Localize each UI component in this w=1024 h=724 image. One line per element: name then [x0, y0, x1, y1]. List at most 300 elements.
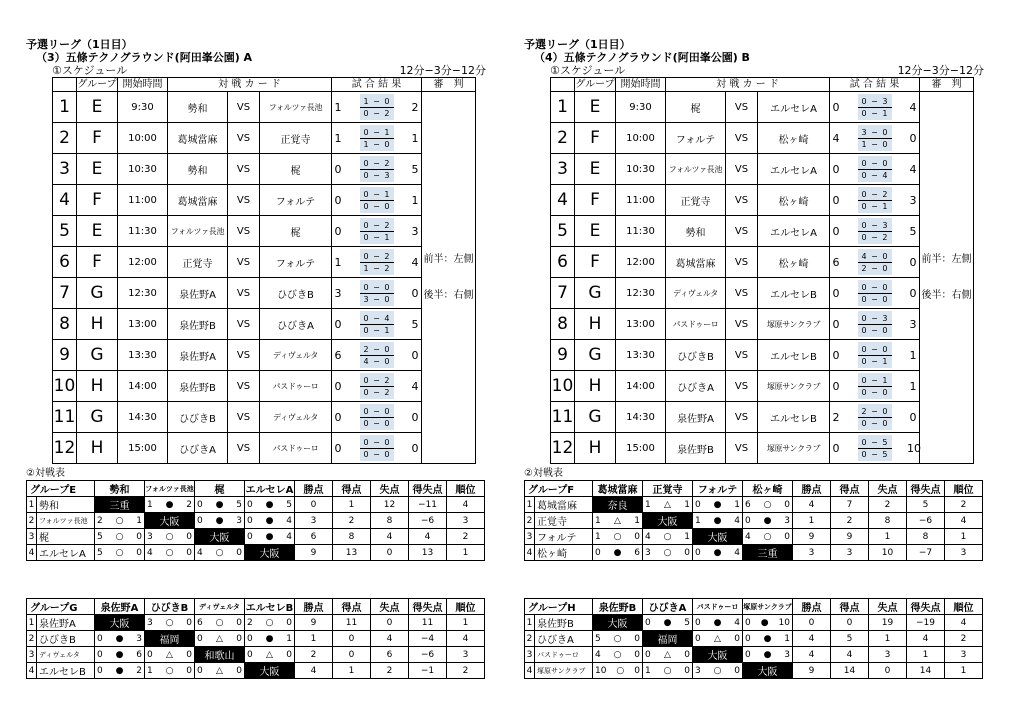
- goals-against: 0: [734, 633, 740, 644]
- opponent-header: エルセレB: [245, 599, 295, 615]
- away-team: エルセレA: [758, 154, 830, 185]
- match-group: G: [575, 402, 616, 433]
- home-total-score: 2: [832, 410, 840, 424]
- home-team: 泉佐野A: [168, 278, 228, 309]
- result-mark: ○: [663, 665, 672, 676]
- standings-row: [27, 615, 485, 631]
- home-half-score: 0: [861, 189, 867, 199]
- away-total-score: 0: [909, 255, 917, 269]
- stat-value: 2: [945, 631, 983, 647]
- stat-header: 順位: [447, 481, 485, 497]
- stat-value: 13: [409, 545, 447, 561]
- second-half-score: [858, 139, 892, 150]
- stat-value: 1: [907, 647, 945, 663]
- goals-against: 6: [136, 649, 142, 660]
- match-group: E: [77, 154, 118, 185]
- away-half-score: 0: [882, 418, 888, 428]
- match-time: 9:30: [118, 92, 168, 123]
- result-mark: ○: [115, 531, 124, 542]
- goals-against: 3: [236, 515, 242, 526]
- match-group: F: [575, 185, 616, 216]
- stat-value: 4: [831, 647, 869, 663]
- head-to-head-cell: [593, 663, 643, 679]
- vs-label: VS: [228, 309, 260, 340]
- stat-value: 19: [869, 615, 907, 631]
- head-to-head-cell: [743, 647, 793, 663]
- match-group: F: [77, 185, 118, 216]
- home-team: 葛城當麻: [168, 123, 228, 154]
- row-number: 2: [525, 513, 535, 529]
- away-half-score: 1: [384, 127, 390, 137]
- away-half-score: 2: [384, 158, 390, 168]
- result-mark: ○: [215, 617, 224, 628]
- home-half-score: 0: [363, 449, 369, 459]
- stat-header: 勝点: [793, 481, 831, 497]
- goals-against: 0: [136, 547, 142, 558]
- half-scores: [858, 404, 892, 430]
- half-scores: [858, 156, 892, 182]
- first-half-score: [858, 127, 892, 139]
- stat-value: 4: [447, 497, 485, 513]
- goals-against: 0: [784, 499, 790, 510]
- opponent-header: 葛城當麻: [593, 481, 643, 497]
- goals-for: 0: [595, 547, 601, 558]
- away-total-score: 0: [411, 410, 419, 424]
- dash: −: [373, 158, 380, 168]
- match-group: F: [77, 123, 118, 154]
- match-number: 4: [551, 185, 575, 216]
- match-group: H: [575, 433, 616, 464]
- stat-value: 2: [869, 497, 907, 513]
- dash: −: [373, 418, 380, 428]
- match-time: 13:30: [616, 340, 666, 371]
- opponent-header: フォルテ: [693, 481, 743, 497]
- goals-against: 1: [286, 633, 292, 644]
- first-half-score: [858, 437, 892, 449]
- home-half-score: 0: [861, 418, 867, 428]
- vs-label: VS: [726, 278, 758, 309]
- home-total-score: 0: [832, 162, 840, 176]
- self-match-cell: 奈良: [593, 497, 643, 513]
- dash: −: [373, 170, 380, 180]
- home-total-score: 0: [832, 379, 840, 393]
- goals-for: 0: [645, 649, 651, 660]
- head-to-head-cell: [145, 663, 195, 679]
- opponent-header: 松ヶ崎: [743, 481, 793, 497]
- away-half-score: 1: [882, 108, 888, 118]
- stat-value: 2: [447, 529, 485, 545]
- match-result: [830, 185, 920, 216]
- goals-for: 0: [147, 649, 153, 660]
- away-half-score: 0: [882, 344, 888, 354]
- first-half-score: [360, 189, 394, 201]
- dash: −: [871, 356, 878, 366]
- dash: −: [373, 96, 380, 106]
- goals-against: 0: [784, 531, 790, 542]
- second-half-score: [360, 108, 394, 119]
- dash: −: [871, 96, 878, 106]
- home-team: 勢和: [666, 216, 726, 247]
- result-mark: ●: [215, 499, 224, 510]
- home-total-score: 3: [334, 286, 342, 300]
- result-mark: ●: [713, 499, 722, 510]
- goals-against: 0: [634, 531, 640, 542]
- half-scores: [858, 373, 892, 399]
- match-result: [830, 123, 920, 154]
- match-time: 14:00: [616, 371, 666, 402]
- home-half-score: 0: [363, 127, 369, 137]
- away-total-score: 2: [411, 100, 419, 114]
- head-to-head-cell: [245, 615, 295, 631]
- stat-value: 9: [295, 615, 333, 631]
- match-number: 7: [551, 278, 575, 309]
- half-scores: [360, 125, 394, 151]
- goals-against: 1: [784, 633, 790, 644]
- away-team: 塚原サンクラブ: [758, 371, 830, 402]
- away-half-score: 0: [882, 158, 888, 168]
- away-team: ディヴェルタ: [260, 340, 332, 371]
- goals-against: 5: [236, 499, 242, 510]
- goals-for: 0: [247, 531, 253, 542]
- home-half-score: 0: [363, 232, 369, 242]
- goals-against: 3: [784, 515, 790, 526]
- header-card: 対 戦 カ ー ド: [666, 78, 830, 92]
- match-time: 13:30: [118, 340, 168, 371]
- home-team: 泉佐野B: [168, 309, 228, 340]
- stat-value: −6: [907, 513, 945, 529]
- match-number: 7: [53, 278, 77, 309]
- half-scores: [858, 125, 892, 151]
- head-to-head-cell: [195, 545, 245, 561]
- match-time: 11:30: [616, 216, 666, 247]
- goals-against: 0: [286, 617, 292, 628]
- standings-table: [524, 598, 983, 679]
- away-total-score: 1: [411, 193, 419, 207]
- first-half-score: [360, 406, 394, 418]
- group-name: グループH: [525, 599, 593, 615]
- match-number: 11: [53, 402, 77, 433]
- result-mark: ○: [763, 499, 772, 510]
- goals-for: 0: [247, 649, 253, 660]
- goals-against: 0: [286, 649, 292, 660]
- match-row: [53, 185, 476, 216]
- match-number: 8: [551, 309, 575, 340]
- vs-label: VS: [228, 216, 260, 247]
- goals-for: 0: [745, 649, 751, 660]
- dash: −: [373, 263, 380, 273]
- away-team: パスドゥーロ: [260, 433, 332, 464]
- opponent-header: ひびきB: [145, 599, 195, 615]
- row-number: 4: [525, 663, 535, 679]
- first-half-score: [360, 158, 394, 170]
- away-half-score: 0: [384, 139, 390, 149]
- stat-value: 3: [295, 513, 333, 529]
- away-team: 松ヶ崎: [758, 185, 830, 216]
- standings-row: [27, 647, 485, 663]
- dash: −: [373, 220, 380, 230]
- match-time: 10:30: [118, 154, 168, 185]
- second-half-score: [858, 201, 892, 212]
- goals-against: 0: [236, 665, 242, 676]
- away-half-score: 5: [882, 449, 888, 459]
- home-total-score: 0: [832, 286, 840, 300]
- away-total-score: 4: [411, 379, 419, 393]
- match-time: 10:30: [616, 154, 666, 185]
- dash: −: [373, 251, 380, 261]
- dash: −: [871, 220, 878, 230]
- row-number: 1: [525, 497, 535, 513]
- stat-header: 得点: [333, 599, 371, 615]
- away-team: パスドゥーロ: [260, 371, 332, 402]
- dash: −: [373, 387, 380, 397]
- goals-for: 6: [745, 499, 751, 510]
- home-total-score: 0: [832, 193, 840, 207]
- schedule-table: [52, 77, 476, 464]
- match-group: G: [77, 278, 118, 309]
- stat-value: 8: [907, 529, 945, 545]
- half-scores: [360, 342, 394, 368]
- second-half-score: [858, 418, 892, 429]
- match-result: [830, 247, 920, 278]
- opponent-header: パスドゥーロ: [693, 599, 743, 615]
- first-half-score: [360, 251, 394, 263]
- stat-value: 4: [793, 647, 831, 663]
- match-result: [830, 309, 920, 340]
- match-row: [551, 433, 974, 464]
- match-time: 15:00: [616, 433, 666, 464]
- head-to-head-cell: [743, 615, 793, 631]
- vs-label: VS: [228, 123, 260, 154]
- away-half-score: 0: [882, 294, 888, 304]
- stat-header: 得失点: [409, 599, 447, 615]
- result-mark: ○: [613, 633, 622, 644]
- half-scores: [360, 187, 394, 213]
- match-group: E: [77, 92, 118, 123]
- goals-against: 3: [784, 649, 790, 660]
- result-mark: ○: [663, 547, 672, 558]
- result-mark: ●: [713, 617, 722, 628]
- self-match-cell: 三重: [95, 497, 145, 513]
- head-to-head-cell: [743, 513, 793, 529]
- result-mark: △: [614, 515, 621, 526]
- half-scores: [858, 435, 892, 461]
- match-time: 13:00: [616, 309, 666, 340]
- stat-value: 9: [295, 545, 333, 561]
- away-team: フォルツァ長池: [260, 92, 332, 123]
- match-group: E: [575, 92, 616, 123]
- result-mark: △: [216, 633, 223, 644]
- away-total-score: 1: [411, 131, 419, 145]
- away-half-score: 2: [384, 263, 390, 273]
- dash: −: [871, 437, 878, 447]
- stat-value: 3: [945, 545, 983, 561]
- stat-header: 失点: [371, 599, 409, 615]
- dash: −: [871, 387, 878, 397]
- first-half-score: [360, 127, 394, 139]
- away-half-score: 3: [882, 313, 888, 323]
- match-row: [551, 92, 974, 123]
- head-to-head-cell: [195, 497, 245, 513]
- away-half-score: 0: [384, 294, 390, 304]
- team-name: 梶: [37, 529, 95, 545]
- row-number: 3: [525, 647, 535, 663]
- away-total-score: 10: [907, 441, 921, 455]
- half-scores: [360, 435, 394, 461]
- dash: −: [871, 170, 878, 180]
- dash: −: [871, 449, 878, 459]
- team-name: フォルテ: [535, 529, 593, 545]
- result-mark: ○: [663, 531, 672, 542]
- head-to-head-cell: [693, 615, 743, 631]
- first-half-score: [360, 344, 394, 356]
- home-total-score: 6: [334, 348, 342, 362]
- away-half-score: 5: [882, 437, 888, 447]
- away-half-score: 0: [384, 418, 390, 428]
- home-half-score: 0: [861, 344, 867, 354]
- head-to-head-cell: [593, 513, 643, 529]
- stat-value: 4: [371, 631, 409, 647]
- standings-header-row: [525, 599, 983, 615]
- home-half-score: 0: [363, 201, 369, 211]
- team-name: ディヴェルタ: [37, 647, 95, 663]
- home-team: 正覚寺: [666, 185, 726, 216]
- header-referee: 審 判: [422, 78, 476, 92]
- match-time: 12:00: [118, 247, 168, 278]
- team-name: 泉佐野B: [535, 615, 593, 631]
- header-result: 試 合 結 果: [830, 78, 920, 92]
- away-half-score: 0: [384, 282, 390, 292]
- match-row: [53, 92, 476, 123]
- stat-value: 0: [333, 631, 371, 647]
- stat-value: 0: [371, 545, 409, 561]
- goals-for: 3: [695, 665, 701, 676]
- home-half-score: 4: [363, 356, 369, 366]
- stat-value: 1: [869, 529, 907, 545]
- home-total-score: 0: [334, 317, 342, 331]
- away-total-score: 5: [909, 224, 917, 238]
- dash: −: [871, 251, 878, 261]
- goals-against: 4: [286, 515, 292, 526]
- goals-against: 1: [634, 515, 640, 526]
- match-result: [332, 185, 422, 216]
- head-to-head-cell: [593, 647, 643, 663]
- away-half-score: 0: [882, 139, 888, 149]
- referee-note: [920, 92, 974, 464]
- stat-value: 6: [295, 529, 333, 545]
- first-half-score: [858, 220, 892, 232]
- match-result: [830, 154, 920, 185]
- dash: −: [373, 313, 380, 323]
- stat-value: 4: [945, 513, 983, 529]
- away-half-score: 3: [882, 220, 888, 230]
- stat-header: 順位: [447, 599, 485, 615]
- away-half-score: 0: [882, 282, 888, 292]
- result-mark: ●: [115, 633, 124, 644]
- half-scores: [858, 94, 892, 120]
- away-half-score: 0: [882, 387, 888, 397]
- dash: −: [871, 418, 878, 428]
- schedule-label: ①スケジュール: [550, 64, 626, 77]
- dash: −: [871, 375, 878, 385]
- home-half-score: 0: [363, 375, 369, 385]
- away-total-score: 5: [411, 162, 419, 176]
- goals-for: 1: [645, 665, 651, 676]
- self-match-cell: 大阪: [95, 615, 145, 631]
- goals-against: 0: [186, 547, 192, 558]
- home-team: 梶: [666, 92, 726, 123]
- match-result: [332, 278, 422, 309]
- standings-row: [525, 647, 983, 663]
- head-to-head-cell: [693, 631, 743, 647]
- head-to-head-cell: [643, 529, 693, 545]
- team-name: エルセレB: [37, 663, 95, 679]
- stat-value: 2: [945, 497, 983, 513]
- match-result: [332, 402, 422, 433]
- match-result: [332, 371, 422, 402]
- head-to-head-cell: [743, 497, 793, 513]
- stat-value: 1: [945, 529, 983, 545]
- goals-for: 0: [695, 499, 701, 510]
- dash: −: [871, 189, 878, 199]
- stat-value: −11: [409, 497, 447, 513]
- stat-value: 2: [371, 663, 409, 679]
- goals-for: 3: [147, 617, 153, 628]
- away-team: エルセレA: [758, 216, 830, 247]
- half-scores: [360, 404, 394, 430]
- row-number: 3: [525, 529, 535, 545]
- first-half-score: [360, 220, 394, 232]
- goals-for: 2: [97, 515, 103, 526]
- opponent-header: 泉佐野A: [95, 599, 145, 615]
- result-mark: ○: [713, 665, 722, 676]
- stat-value: 0: [793, 615, 831, 631]
- match-group: H: [575, 309, 616, 340]
- match-row: [551, 402, 974, 433]
- head-to-head-cell: [95, 513, 145, 529]
- second-half-score: [858, 356, 892, 367]
- home-team: 勢和: [168, 92, 228, 123]
- dash: −: [871, 108, 878, 118]
- goals-for: 3: [645, 547, 651, 558]
- away-half-score: 4: [882, 170, 888, 180]
- match-result: [332, 433, 422, 464]
- home-total-score: 0: [334, 441, 342, 455]
- goals-for: 0: [197, 665, 203, 676]
- goals-against: 4: [286, 531, 292, 542]
- home-half-score: 4: [861, 251, 867, 261]
- dash: −: [373, 232, 380, 242]
- dash: −: [871, 344, 878, 354]
- home-half-score: 0: [861, 96, 867, 106]
- standings-row: [525, 631, 983, 647]
- home-total-score: 0: [334, 379, 342, 393]
- vs-label: VS: [228, 185, 260, 216]
- away-half-score: 1: [882, 356, 888, 366]
- home-half-score: 1: [363, 263, 369, 273]
- match-row: [551, 278, 974, 309]
- dash: −: [871, 232, 878, 242]
- row-number: 4: [27, 663, 37, 679]
- head-to-head-cell: [195, 631, 245, 647]
- goals-for: 0: [695, 617, 701, 628]
- dash: −: [373, 127, 380, 137]
- match-result: [830, 92, 920, 123]
- dash: −: [373, 406, 380, 416]
- stat-value: 0: [295, 497, 333, 513]
- home-half-score: 0: [363, 418, 369, 428]
- goals-for: 0: [645, 617, 651, 628]
- head-to-head-cell: [95, 529, 145, 545]
